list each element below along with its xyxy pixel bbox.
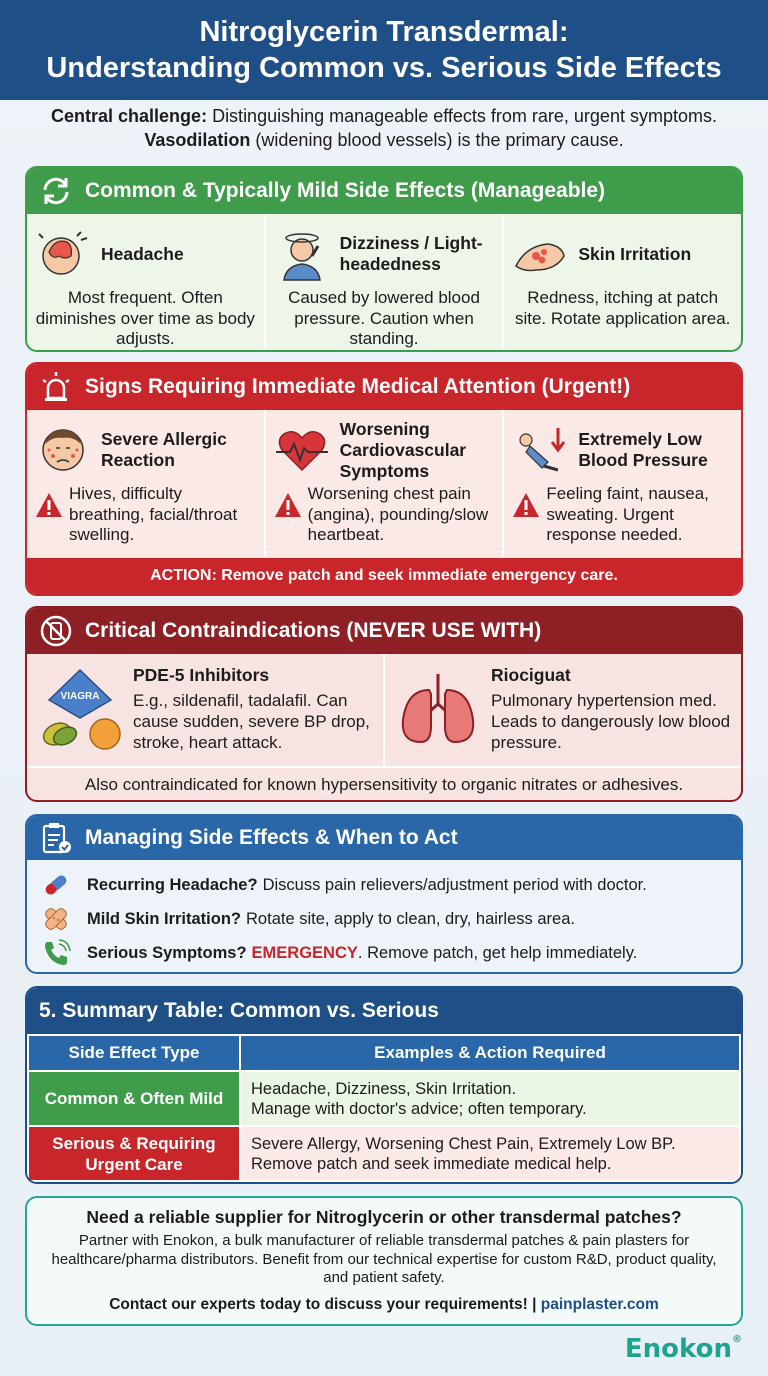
common-item-title: Headache xyxy=(101,243,184,264)
contra-item-title: PDE-5 Inhibitors xyxy=(133,665,270,685)
common-item-dizziness xyxy=(264,214,503,350)
urgent-item-title: Worsening Cardiovascular Symptoms xyxy=(339,418,467,481)
table-header-cell: Side Effect Type xyxy=(28,1035,240,1071)
common-item-desc: Most frequent. Often diminishes over time as body adjusts. xyxy=(35,288,255,348)
skin-irritation-icon xyxy=(512,226,568,282)
intro-line1-bold: Central challenge: xyxy=(51,106,208,126)
summary-section-title: 5. Summary Table: Common vs. Serious xyxy=(39,999,439,1022)
table-type-cell: Common & Often Mild xyxy=(28,1071,240,1126)
contraindications-section xyxy=(25,606,743,802)
urgent-item-desc: Feeling faint, nausea, sweating. Urgent response needed. xyxy=(546,484,709,544)
contra-item-title: Riociguat xyxy=(491,665,571,685)
common-item-title: Dizziness / Light-headedness xyxy=(339,233,483,274)
table-row xyxy=(28,1126,740,1181)
urgent-item-title: Extremely Low Blood Pressure xyxy=(578,429,708,470)
urgent-item-desc: Worsening chest pain (angina), pounding/slow heartbeat. xyxy=(307,484,489,544)
supplier-cta xyxy=(25,1196,743,1326)
urgent-item-low-bp xyxy=(502,410,741,556)
contra-section-title: Critical Contraindications (NEVER USE WITH) xyxy=(85,619,542,642)
fainting-person-icon xyxy=(512,422,568,478)
lungs-icon xyxy=(393,664,483,754)
warning-icon xyxy=(274,492,302,518)
table-header-cell: Examples & Action Required xyxy=(240,1035,740,1071)
urgent-item-allergic xyxy=(27,410,264,556)
warning-icon xyxy=(512,492,540,518)
manage-item-bold: Recurring Headache? xyxy=(87,875,258,894)
common-section-header xyxy=(27,168,741,214)
warning-icon xyxy=(35,492,63,518)
summary-table xyxy=(27,1034,741,1182)
cta-contact xyxy=(27,1296,741,1314)
manage-section-title: Managing Side Effects & When to Act xyxy=(85,826,458,849)
dizziness-icon xyxy=(274,226,330,282)
refresh-icon xyxy=(39,174,73,208)
manage-section-header xyxy=(27,816,741,860)
manage-item-bold: Serious Symptoms? xyxy=(87,943,247,962)
table-example-line: Remove patch and seek immediate medical help. xyxy=(251,1154,612,1173)
capsule-icon xyxy=(41,870,71,900)
urgent-action-bar: ACTION: Remove patch and seek immediate emergency care. xyxy=(27,558,741,594)
intro-line1 xyxy=(0,104,768,128)
manage-item-text: . Remove patch, get help immediately. xyxy=(357,943,638,962)
cta-title: Need a reliable supplier for Nitroglycerin or other transdermal patches? xyxy=(86,1207,682,1227)
bandage-icon xyxy=(41,904,71,934)
summary-table-section xyxy=(25,986,743,1184)
common-item-desc: Redness, itching at patch site. Rotate application area. xyxy=(514,288,731,328)
table-header-row xyxy=(28,1035,740,1071)
page-title-line2: Understanding Common vs. Serious Side Effects xyxy=(46,52,722,84)
pills-icon xyxy=(35,664,125,754)
manage-item-text: Rotate site, apply to clean, dry, hairless area. xyxy=(246,909,575,928)
intro-line2-text: (widening blood vessels) is the primary cause. xyxy=(250,130,624,150)
cta-body: Partner with Enokon, a bulk manufacturer of reliable transdermal patches & pain plasters for healthcare/pharma distributors. Benefit from our technical expertise for custom R&D, product quality, and patient safety. xyxy=(51,1232,717,1286)
no-medication-icon xyxy=(39,614,73,648)
contra-note: Also contraindicated for known hypersensitivity to organic nitrates or adhesives. xyxy=(27,766,741,800)
common-side-effects-section xyxy=(25,166,743,352)
urgent-item-cardio xyxy=(264,410,503,556)
manage-item-headache xyxy=(41,868,741,902)
contra-item-pde5 xyxy=(27,654,383,766)
contra-item-riociguat xyxy=(383,654,741,766)
brand-logo xyxy=(625,1334,742,1364)
manage-item-bold: Mild Skin Irritation? xyxy=(87,909,242,928)
urgent-item-title: Severe Allergic Reaction xyxy=(101,429,227,470)
common-item-skin-irritation xyxy=(502,214,741,350)
urgent-item-desc-wrap xyxy=(274,484,495,546)
broken-heart-icon xyxy=(274,422,330,478)
intro-line2 xyxy=(0,128,768,152)
table-example-cell xyxy=(240,1126,740,1181)
summary-section-header xyxy=(27,988,741,1034)
headache-icon xyxy=(35,226,91,282)
urgent-section-title: Signs Requiring Immediate Medical Attention (Urgent!) xyxy=(85,375,631,398)
phone-icon xyxy=(41,938,71,968)
urgent-section-header xyxy=(27,364,741,410)
intro-line2-bold: Vasodilation xyxy=(144,130,251,150)
table-example-line: Severe Allergy, Worsening Chest Pain, Extremely Low BP. xyxy=(251,1134,676,1153)
brand-registered-mark: ® xyxy=(732,1334,742,1345)
manage-item-text: Discuss pain relievers/adjustment period with doctor. xyxy=(262,875,647,894)
pill-label: VIAGRA xyxy=(60,691,100,702)
intro xyxy=(0,104,768,156)
intro-line1-text: Distinguishing manageable effects from rare, urgent symptoms. xyxy=(207,106,717,126)
emergency-label: EMERGENCY xyxy=(251,943,358,962)
urgent-signs-section xyxy=(25,362,743,596)
contra-item-desc: Pulmonary hypertension med. Leads to dangerously low blood pressure. xyxy=(491,691,731,752)
website-link[interactable]: painplaster.com xyxy=(540,1295,659,1313)
urgent-item-desc-wrap xyxy=(35,484,256,546)
page-title-line1: Nitroglycerin Transdermal: xyxy=(199,16,569,48)
brand-name: Enokon xyxy=(624,1334,732,1364)
contra-section-header xyxy=(27,608,741,654)
common-item-headache xyxy=(27,214,264,350)
allergic-face-icon xyxy=(35,422,91,478)
table-row xyxy=(28,1071,740,1126)
table-example-line: Headache, Dizziness, Skin Irritation. xyxy=(251,1079,517,1098)
manage-item-skin xyxy=(41,902,741,936)
manage-item-serious xyxy=(41,936,741,970)
alarm-siren-icon xyxy=(39,370,73,404)
common-item-title: Skin Irritation xyxy=(578,243,692,264)
table-example-cell xyxy=(240,1071,740,1126)
contra-item-desc: E.g., sildenafil, tadalafil. Can cause sudden, severe BP drop, stroke, heart attack. xyxy=(133,691,370,752)
page-header xyxy=(0,0,768,100)
clipboard-check-icon xyxy=(39,821,73,855)
cta-contact-text: Contact our experts today to discuss your requirements! | xyxy=(109,1295,537,1313)
table-type-line: Urgent Care xyxy=(85,1154,183,1174)
managing-section xyxy=(25,814,743,974)
urgent-item-desc-wrap xyxy=(512,484,733,546)
table-type-line: Serious & Requiring xyxy=(52,1133,216,1153)
table-type-cell xyxy=(28,1126,240,1181)
common-section-title: Common & Typically Mild Side Effects (Manageable) xyxy=(85,179,606,202)
table-example-line: Manage with doctor's advice; often temporary. xyxy=(251,1099,587,1118)
common-item-desc: Caused by lowered blood pressure. Caution when standing. xyxy=(288,288,480,348)
urgent-item-desc: Hives, difficulty breathing, facial/throat swelling. xyxy=(69,484,238,544)
